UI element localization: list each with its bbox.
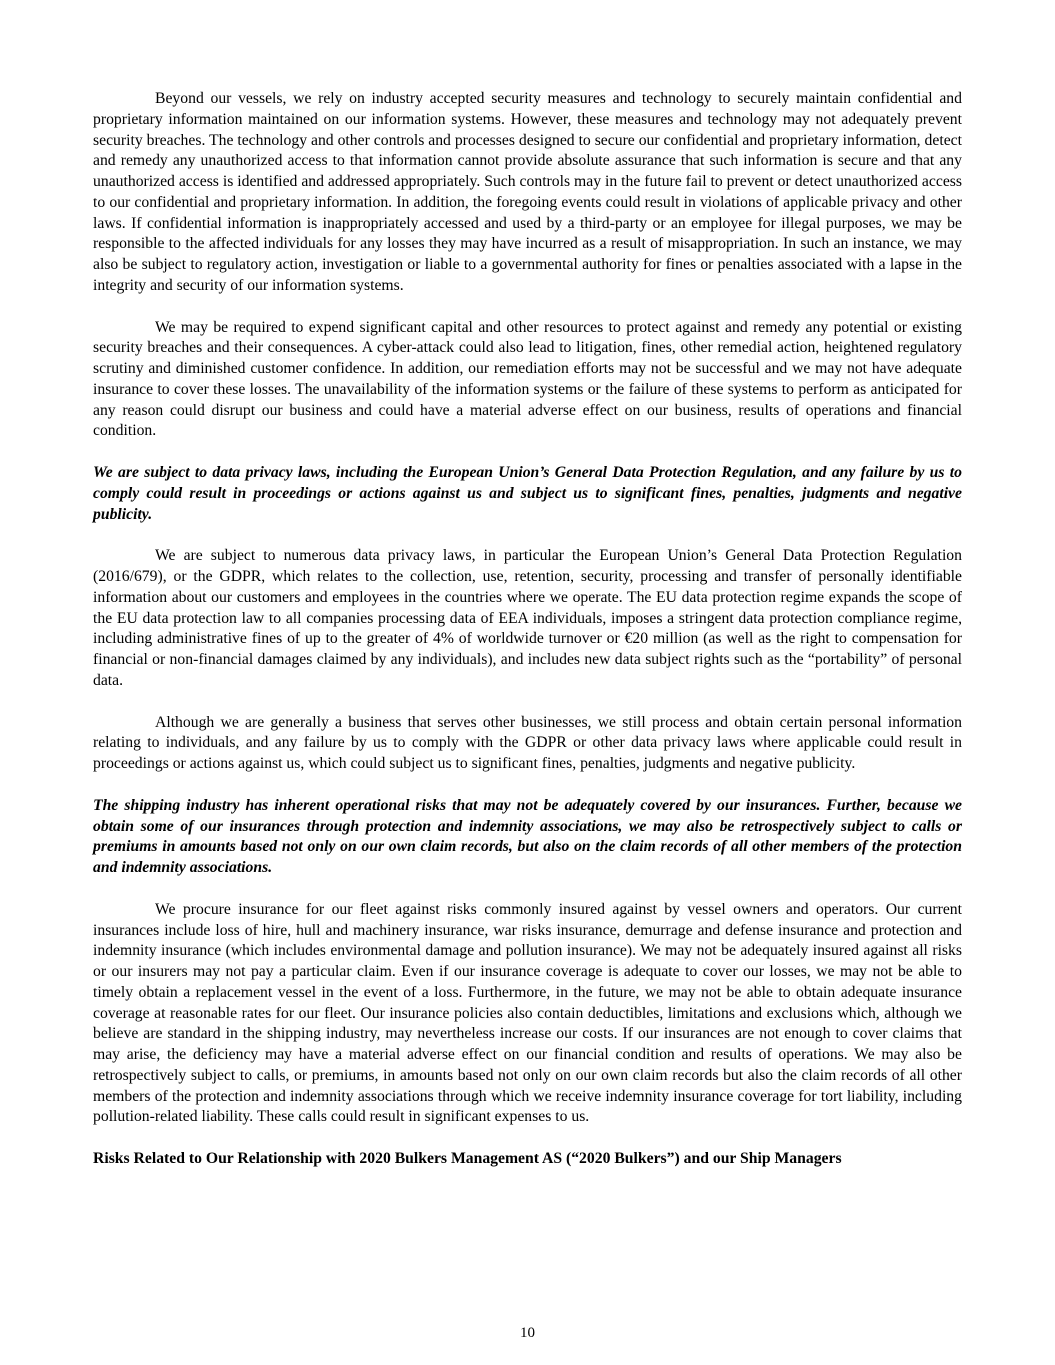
risk-heading-data-privacy: We are subject to data privacy laws, including the European Union’s General Data Protection Regulation, and any failure by us to comply could result in proceedings or actions against us and subject us to significant fines, penalties, judgments and negative publicity. [93,464,962,523]
paragraph-personal-information: Although we are generally a business that serves other businesses, we still process and obtain certain personal information relating to individuals, and any failure by us to comply with the GDPR or other data privacy laws where applicable could result in proceedings or actions against us, which could subject us to significant fines, penalties, judgments and negative publicity. [93,713,962,772]
risk-heading-shipping-insurance: The shipping industry has inherent operational risks that may not be adequately covered by our insurances. Further, because we obtain some of our insurances through protection and indemnity associations, we may also be retrospectively subject to calls or premiums in amounts based not only on our own claim records, but also on the claim records of all other members of the protection and indemnity associations. [93,796,962,876]
page-number: 10 [520,1325,535,1341]
paragraph-security-measures: Beyond our vessels, we rely on industry accepted security measures and technology to securely maintain confidential and proprietary information maintained on our information systems. However, these measures and technology may not adequately prevent security breaches. The technology and other controls and processes designed to secure our confidential and proprietary information, detect and remedy any unauthorized access to that information cannot provide absolute assurance that such information is secure and that any unauthorized access is identified and addressed appropriately. Such controls may in the future fail to prevent or detect unauthorized access to our confidential and proprietary information. In addition, the foregoing events could result in violations of applicable privacy and other laws. If confidential information is inappropriately accessed and used by a third-party or an employee for illegal purposes, we may be responsible to the affected individuals for any losses they may have incurred as a result of misappropriation. In such an instance, we may also be subject to regulatory action, investigation or liable to a governmental authority for fines or penalties associated with a lapse in the integrity and security of our information systems. [93,90,962,294]
paragraph-gdpr: We are subject to numerous data privacy laws, in particular the European Union’s General Data Protection Regulation (2016/679), or the GDPR, which relates to the collection, use, retention, security, processing and transfer of personally identifiable information about our customers and employees in the countries where we operate. The EU data protection regime expands the scope of the EU data protection law to all companies processing data of EEA individuals, imposes a stringent data protection compliance regime, including administrative fines of up to the greater of 4% of worldwide turnover or €20 million (as well as the right to compensation for financial or non-financial damages claimed by any individuals), and includes new data subject rights such as the “portability” of personal data. [93,547,962,689]
paragraph-security-costs: We may be required to expend significant capital and other resources to protect against and remedy any potential or existing security breaches and their consequences. A cyber-attack could also lead to litigation, fines, other remedial action, heightened regulatory scrutiny and diminished customer confidence. In addition, our remediation efforts may not be successful and we may not have adequate insurance to cover these losses. The unavailability of the information systems or the failure of these systems to perform as anticipated for any reason could disrupt our business and could have a material adverse effect on our business, results of operations and financial condition. [93,318,962,440]
document-body [93,89,962,1170]
paragraph-insurance: We procure insurance for our fleet against risks commonly insured against by vessel owners and operators. Our current insurances include loss of hire, hull and machinery insurance, war risks insurance, demurrage and defense insurance and protection and indemnity insurance (which includes environmental damage and pollution insurance). We may not be adequately insured against all risks or our insurers may not pay a particular claim. Even if our insurance coverage is adequate to cover our losses, we may not be able to timely obtain a replacement vessel in the event of a loss. Furthermore, in the future, we may not be able to obtain adequate insurance coverage at reasonable rates for our fleet. Our insurance policies also contain deductibles, limitations and exclusions which, although we believe are standard in the shipping industry, may nevertheless increase our costs. If our insurances are not enough to cover claims that may arise, the deficiency may have a material adverse effect on our financial condition and results of operations. We may also be retrospectively subject to calls, or premiums, in amounts based not only on our own claim records but also the claim records of all other members of the protection and indemnity associations through which we receive indemnity insurance coverage for tort liability, including pollution-related liability. These calls could result in significant expenses to us. [93,900,962,1126]
section-heading-2020-bulkers: Risks Related to Our Relationship with 2020 Bulkers Management AS (“2020 Bulkers”) and our Ship Managers [93,1150,842,1167]
